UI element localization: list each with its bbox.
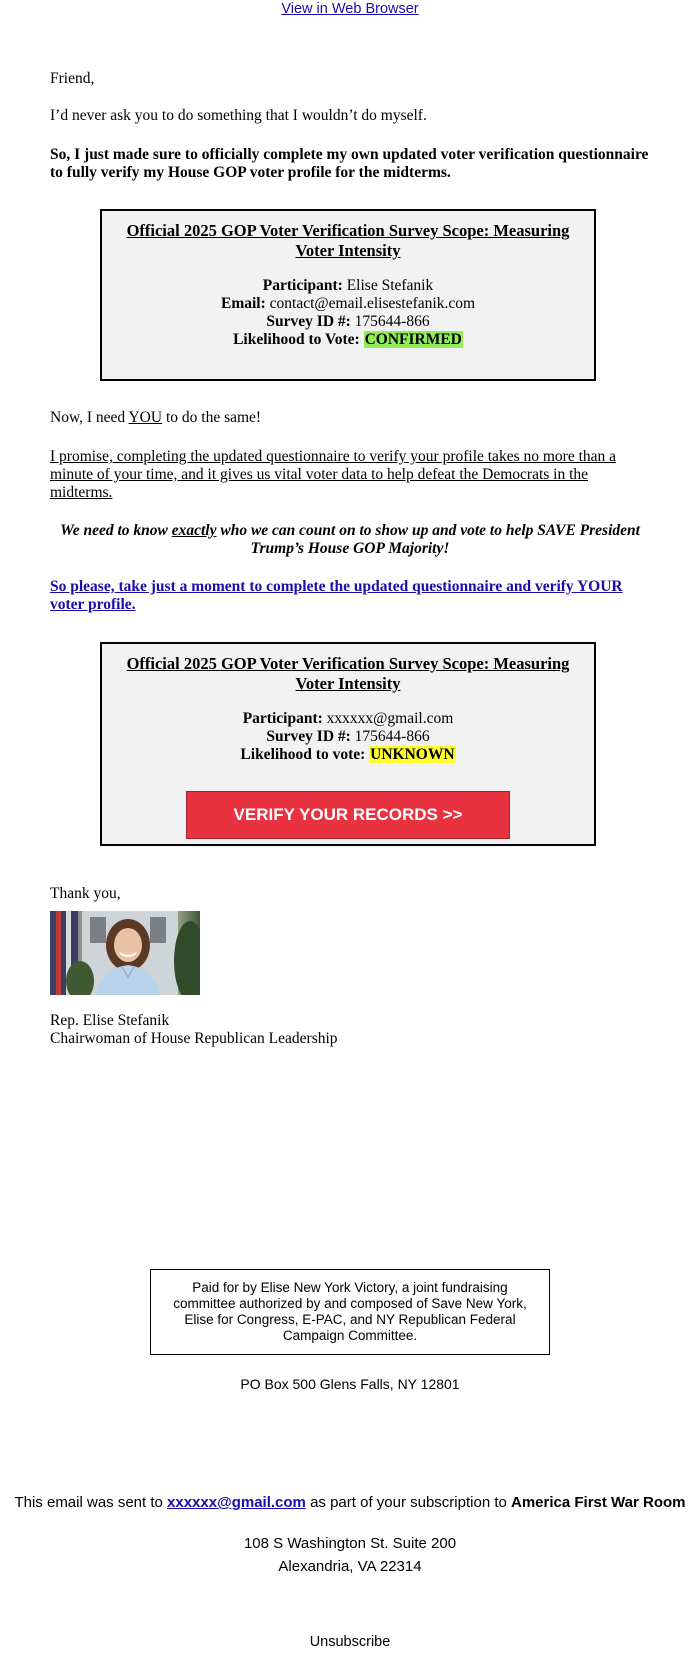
sent-middle: as part of your subscription to xyxy=(305,1494,512,1511)
verify-profile-link[interactable]: So please, take just a moment to complete the updated questionnaire and verify YOUR voter profile. xyxy=(50,578,623,613)
majority-paragraph xyxy=(50,522,650,558)
email-label: Email: xyxy=(220,295,266,312)
survey-id-value: 175644-866 xyxy=(350,728,430,745)
subscription-notice xyxy=(0,1494,700,1511)
survey-id-label: Survey ID #: xyxy=(266,728,351,745)
likelihood-confirmed-badge: CONFIRMED xyxy=(364,331,462,348)
address-line-2: Alexandria, VA 22314 xyxy=(278,1558,422,1575)
p5-exactly: exactly xyxy=(171,522,217,539)
intro-paragraph: I’d never ask you to do something that I wouldn’t do myself. xyxy=(50,107,427,124)
signature-name: Rep. Elise Stefanik xyxy=(50,1012,170,1029)
signature-title: Chairwoman of House Republican Leadership xyxy=(50,1030,338,1047)
thank-you: Thank you, xyxy=(50,885,121,902)
likelihood-unknown-badge: UNKNOWN xyxy=(370,746,455,763)
verify-records-button[interactable]: VERIFY YOUR RECORDS >> xyxy=(186,791,510,839)
participant-label: Participant: xyxy=(262,277,343,294)
survey-box-info xyxy=(102,277,594,349)
p3-you: YOU xyxy=(128,409,163,426)
call-to-action-paragraph xyxy=(50,409,650,427)
address-line-1: 108 S Washington St. Suite 200 xyxy=(243,1535,457,1552)
view-in-browser-link[interactable]: View in Web Browser xyxy=(281,1,419,17)
paid-for-disclaimer: Paid for by Elise New York Victory, a joint fundraising committee authorized by and composed of Save New York, Elise for Congress, E-PAC, and NY Republican Federal Campaign Committee. xyxy=(150,1269,550,1355)
survey-id-value: 175644-866 xyxy=(350,313,430,330)
p3-before: Now, I need xyxy=(50,409,129,426)
email-value: contact@email.elisestefanik.com xyxy=(265,295,476,312)
likelihood-row xyxy=(102,746,594,764)
survey-id-label: Survey ID #: xyxy=(266,313,351,330)
survey-box-title: Official 2025 GOP Voter Verification Survey Scope: Measuring Voter Intensity xyxy=(126,654,570,693)
view-in-browser-bar xyxy=(0,1,700,17)
participant-row xyxy=(102,710,594,728)
likelihood-row xyxy=(102,331,594,349)
likelihood-label: Likelihood to Vote: xyxy=(233,331,360,348)
participant-row xyxy=(102,277,594,295)
survey-id-row xyxy=(102,313,594,331)
survey-box-confirmed xyxy=(100,209,596,381)
verify-link-paragraph xyxy=(50,578,650,614)
likelihood-label: Likelihood to vote: xyxy=(240,746,366,763)
survey-box-info xyxy=(102,710,594,764)
p5-before: We need to know xyxy=(60,522,172,539)
survey-box-title: Official 2025 GOP Voter Verification Survey Scope: Measuring Voter Intensity xyxy=(126,221,570,260)
survey-box-unknown xyxy=(100,642,596,846)
sent-before: This email was sent to xyxy=(14,1494,168,1511)
unsubscribe-bar xyxy=(0,1634,700,1650)
participant-value: xxxxxx@gmail.com xyxy=(322,710,454,727)
portrait-image xyxy=(50,911,200,995)
email-row xyxy=(102,295,594,313)
signature-photo xyxy=(50,911,200,995)
po-box-address: PO Box 500 Glens Falls, NY 12801 xyxy=(240,1376,460,1392)
subscription-org: America First War Room xyxy=(511,1494,686,1511)
p3-after: to do the same! xyxy=(162,409,262,426)
promise-paragraph: I promise, completing the updated questionnaire to verify your profile takes no more than a minute of your time, and it gives us vital voter data to help defeat the Democrats in the midterms. xyxy=(50,448,617,501)
p5-after: who we can count on to show up and vote to help SAVE President Trump’s House GOP Majority! xyxy=(216,522,640,557)
participant-label: Participant: xyxy=(242,710,323,727)
recipient-email-link[interactable]: xxxxxx@gmail.com xyxy=(167,1494,306,1511)
survey-id-row xyxy=(102,728,594,746)
completion-paragraph: So, I just made sure to officially complete my own updated voter verification questionnaire to fully verify my House GOP voter profile for the midterms. xyxy=(50,146,649,181)
unsubscribe-link[interactable]: Unsubscribe xyxy=(309,1634,391,1650)
greeting: Friend, xyxy=(50,70,95,87)
participant-value: Elise Stefanik xyxy=(342,277,434,294)
